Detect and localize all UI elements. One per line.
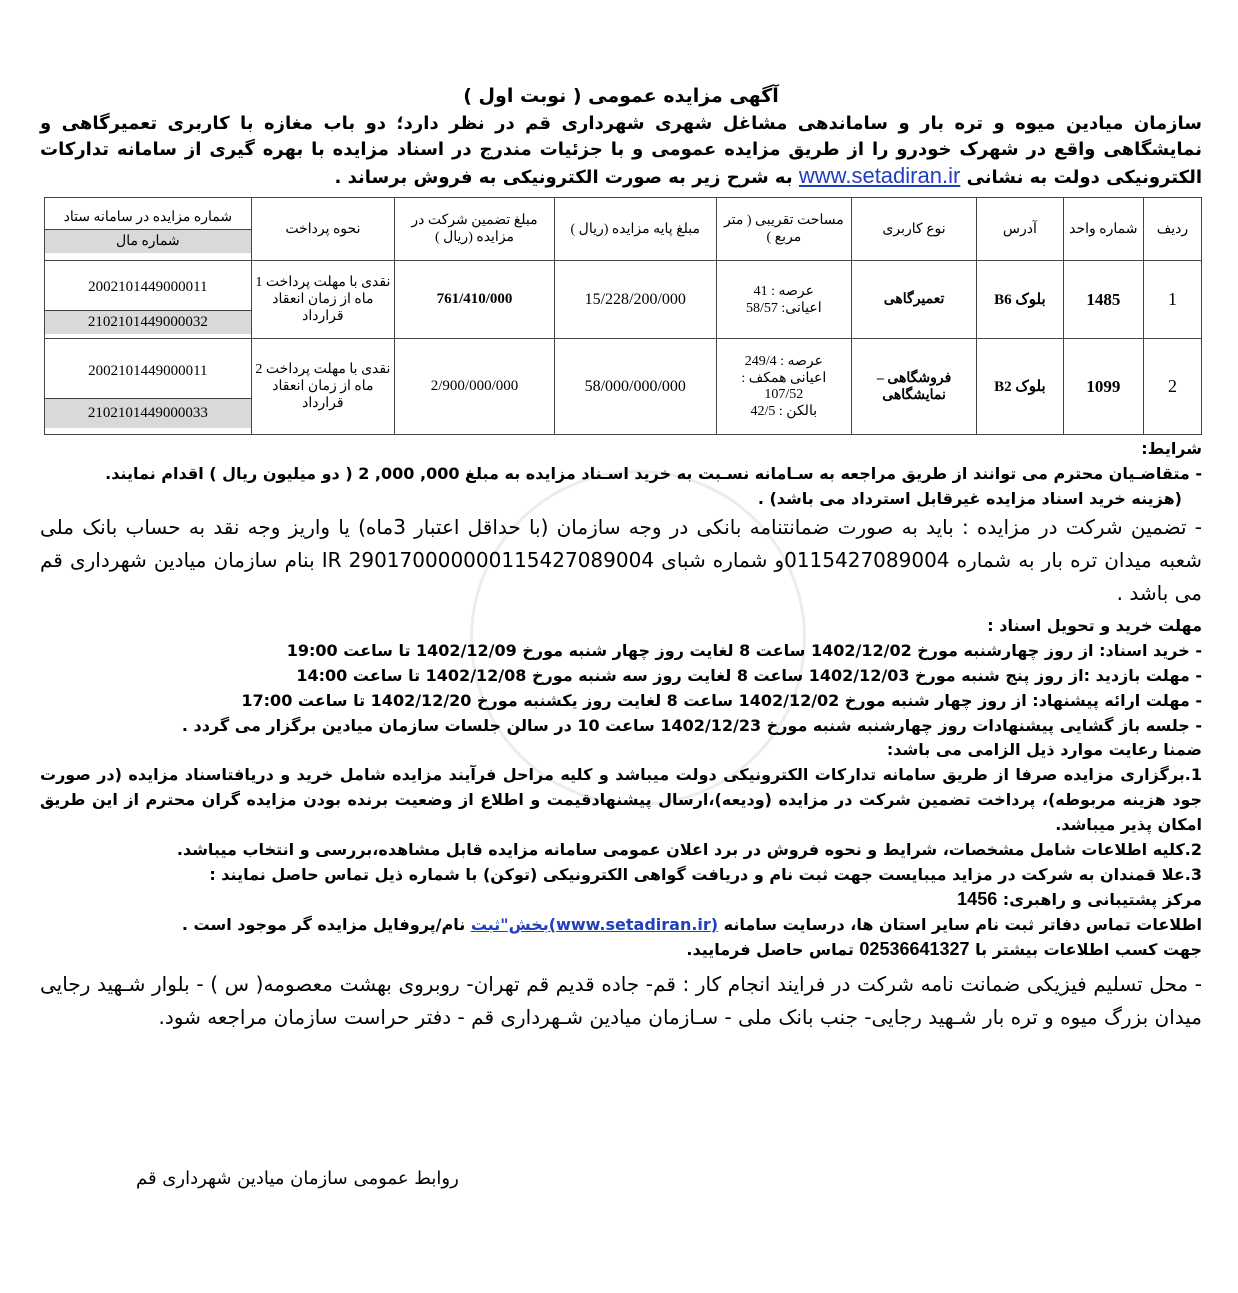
property-number: 2102101449000032: [45, 310, 251, 334]
contact-info: [40, 937, 1202, 962]
cell-row-number: 1: [1144, 261, 1202, 339]
deadline-purchase: - خرید اسناد: از روز چهارشنبه مورخ 1402/12/02 ساعت 8 لغایت روز چهار شنبه مورخ 1402/12/09 تا ساعت 19:00: [286, 641, 1202, 660]
header-base-price: مبلغ پایه مزایده (ریال ): [554, 198, 716, 261]
setadiran-link[interactable]: www.setadiran.ir: [798, 163, 961, 188]
contact-text: جهت کسب اطلاعات بیشتر با: [975, 940, 1202, 959]
cell-payment: نقدی با مهلت پرداخت 1 ماه از زمان انعقاد قرارداد: [251, 261, 394, 339]
cell-area: [716, 261, 851, 339]
notes-heading: ضمنا رعایت موارد ذیل الزامی می باشد:: [886, 740, 1202, 759]
page-title: آگهی مزایده عمومی ( نوبت اول ): [463, 85, 779, 107]
header-area: مساحت تقریبی ( متر مربع ): [716, 198, 851, 261]
registration-link[interactable]: (www.setadiran.ir)بخش"ثبت: [470, 915, 719, 934]
setad-number: 2002101449000011: [88, 363, 208, 379]
contact-text-end: تماس حاصل فرمایید.: [686, 940, 854, 959]
registration-info: [40, 912, 1202, 937]
cell-address: بلوک B6: [977, 261, 1063, 339]
support-number: 1456: [957, 889, 998, 909]
delivery-location: - محل تسلیم فیزیکی ضمانت نامه شرکت در فرایند انجام کار : قم- جاده قدیم قم تهران- روبروی بهشت معصومه( س ) - بلوار شـهید رجایی میدان بزرگ میوه و تره بار شـهید رجایی- جنب بانک ملی - سـازمان میادین شـهرداری قم - دفتر حراست سازمان مراجعه شود.: [40, 972, 1202, 1029]
note-3: 3.علا قمندان به شرکت در مزاید میبایست جهت ثبت نام و دریافت گواهی الکترونیکی (توکن) با شماره ذیل تماس حاصل نمایند :: [209, 865, 1202, 884]
cell-setad: [45, 261, 252, 339]
header-payment: نحوه پرداخت: [251, 198, 394, 261]
deadline-visit: - مهلت بازدید :از روز پنج شنبه مورخ 1402/12/03 ساعت 8 لغایت روز سه شنبه مورخ 1402/12/08 تا ساعت 14:00: [296, 666, 1202, 685]
cell-guarantee: 761/410/000: [395, 261, 555, 339]
intro-paragraph: [40, 111, 1202, 191]
contact-number: 02536641327: [859, 939, 970, 959]
deadline-opening: - جلسه باز گشایی پیشنهادات روز چهارشنبه شنبه مورخ 1402/12/23 ساعت 10 در سالن جلسات سازمان میادین برگزار می گردد .: [181, 716, 1202, 735]
header-address: آدرس: [977, 198, 1063, 261]
cell-base-price: 15/228/200/000: [554, 261, 716, 339]
header-row-number: ردیف: [1144, 198, 1202, 261]
setad-number: 2002101449000011: [88, 279, 208, 295]
area-line: 107/52: [764, 387, 804, 402]
table-row: [45, 261, 1202, 339]
area-line: عرصه : 41: [753, 283, 814, 299]
intro-text-end: به شرح زیر به صورت الکترونیکی به فروش برساند .: [334, 167, 793, 188]
auction-notice: [40, 85, 1202, 1034]
auction-table: [44, 197, 1202, 435]
cell-setad: [45, 339, 252, 435]
table-row: [45, 339, 1202, 435]
area-line: اعیانی: 58/57: [746, 300, 822, 316]
condition-2: - تضمین شرکت در مزایده : باید به صورت ضمانتنامه بانکی در وجه سازمان (با حداقل اعتبار 3ماه) یا واریز وجه نقد به حساب بانک ملی شعبه میدان تره بار به شماره 0115427089004و شماره شبای IR 290170000000115427089004 بنام سازمان میادین شهرداری قم می باشد .: [40, 515, 1202, 605]
area-line: بالکن : 42/5: [750, 404, 818, 419]
note-2: 2.کلیه اطلاعات شامل مشخصات، شرایط و نحوه فروش در برد اعلان عمومی سامانه مزایده قابل مشاهده،بررسی و انتخاب میباشد.: [176, 840, 1202, 859]
header-property-label: شماره مال: [45, 229, 251, 253]
header-setad: [45, 198, 252, 261]
header-setad-label: شماره مزایده در سامانه ستاد: [63, 209, 233, 225]
registration-text-end: نام/پروفایل مزایده گر موجود است .: [181, 915, 466, 934]
deadline-heading: مهلت خرید و تحویل اسناد :: [987, 616, 1202, 635]
cell-unit-number: 1099: [1063, 339, 1143, 435]
cell-area: [716, 339, 851, 435]
cell-guarantee: 2/900/000/000: [395, 339, 555, 435]
condition-1: - متقاضـیان محترم می توانند از طریق مراجعه به سـامانه نسـبت به خرید اسـناد مزایده به مبلغ 000, 000, 2 ( دو میلیون ریال ) اقدام نمایند.: [105, 464, 1202, 483]
cell-row-number: 2: [1144, 339, 1202, 435]
table-header-row: [45, 198, 1202, 261]
cell-usage: فروشگاهی – نمایشگاهی: [851, 339, 976, 435]
header-usage: نوع کاربری: [851, 198, 976, 261]
condition-1-note: (هزینه خرید اسناد مزایده غیرقابل استرداد می باشد) .: [757, 489, 1182, 508]
area-line: عرصه : 249/4: [744, 354, 823, 369]
header-unit-number: شماره واحد: [1063, 198, 1143, 261]
registration-text: اطلاعات تماس دفاتر ثبت نام سایر استان ها، درسایت سامانه: [723, 915, 1202, 934]
cell-usage: تعمیرگاهی: [851, 261, 976, 339]
intro-text: سازمان میادین میوه و تره بار و ساماندهی مشاغل شهری شهرداری قم در نظر دارد؛ دو باب مغازه با کاربری تعمیرگاهی و نمایشگاهی واقع در شهرک خودرو را از طریق مزایده عمومی و با جزئیات مندرج در اسناد مزایده با بهره گیری از سامانه تدارکات الکترونیکی دولت به نشانی: [40, 113, 1202, 188]
note-1: 1.برگزاری مزایده صرفا از طریق سامانه تدارکات الکترونیکی دولت میباشد و کلیه مراحل فرآیند مزایده شامل خرید و دریافتاسناد مزایده (در صورت جود هزینه مربوطه)، پرداخت تضمین شرکت در مزایده (ودیعه)،ارسال پیشنهادقیمت و اطلاع از وضعیت برنده بودن مزایده گران محترم از این طریق امکان پذیر میباشد.: [40, 765, 1202, 834]
support-label: مرکز پشتیبانی و راهبری:: [1002, 890, 1202, 909]
cell-payment: نقدی با مهلت پرداخت 2 ماه از زمان انعقاد قرارداد: [251, 339, 394, 435]
footer-signature: روابط عمومی سازمان میادین شهرداری قم: [136, 1168, 459, 1189]
cell-address: بلوک B2: [977, 339, 1063, 435]
conditions-heading: شرایط:: [1141, 439, 1202, 458]
cell-unit-number: 1485: [1063, 261, 1143, 339]
header-guarantee: مبلغ تضمین شرکت در مزایده (ریال ): [395, 198, 555, 261]
property-number: 2102101449000033: [45, 398, 251, 428]
deadline-offer: - مهلت ارائه پیشنهاد: از روز چهار شنبه مورخ 1402/12/02 ساعت 8 لغایت روز یکشنبه مورخ 1402/12/20 تا ساعت 17:00: [241, 691, 1202, 710]
support-center: [40, 887, 1202, 912]
area-line: اعیانی همکف :: [741, 371, 827, 386]
cell-base-price: 58/000/000/000: [554, 339, 716, 435]
